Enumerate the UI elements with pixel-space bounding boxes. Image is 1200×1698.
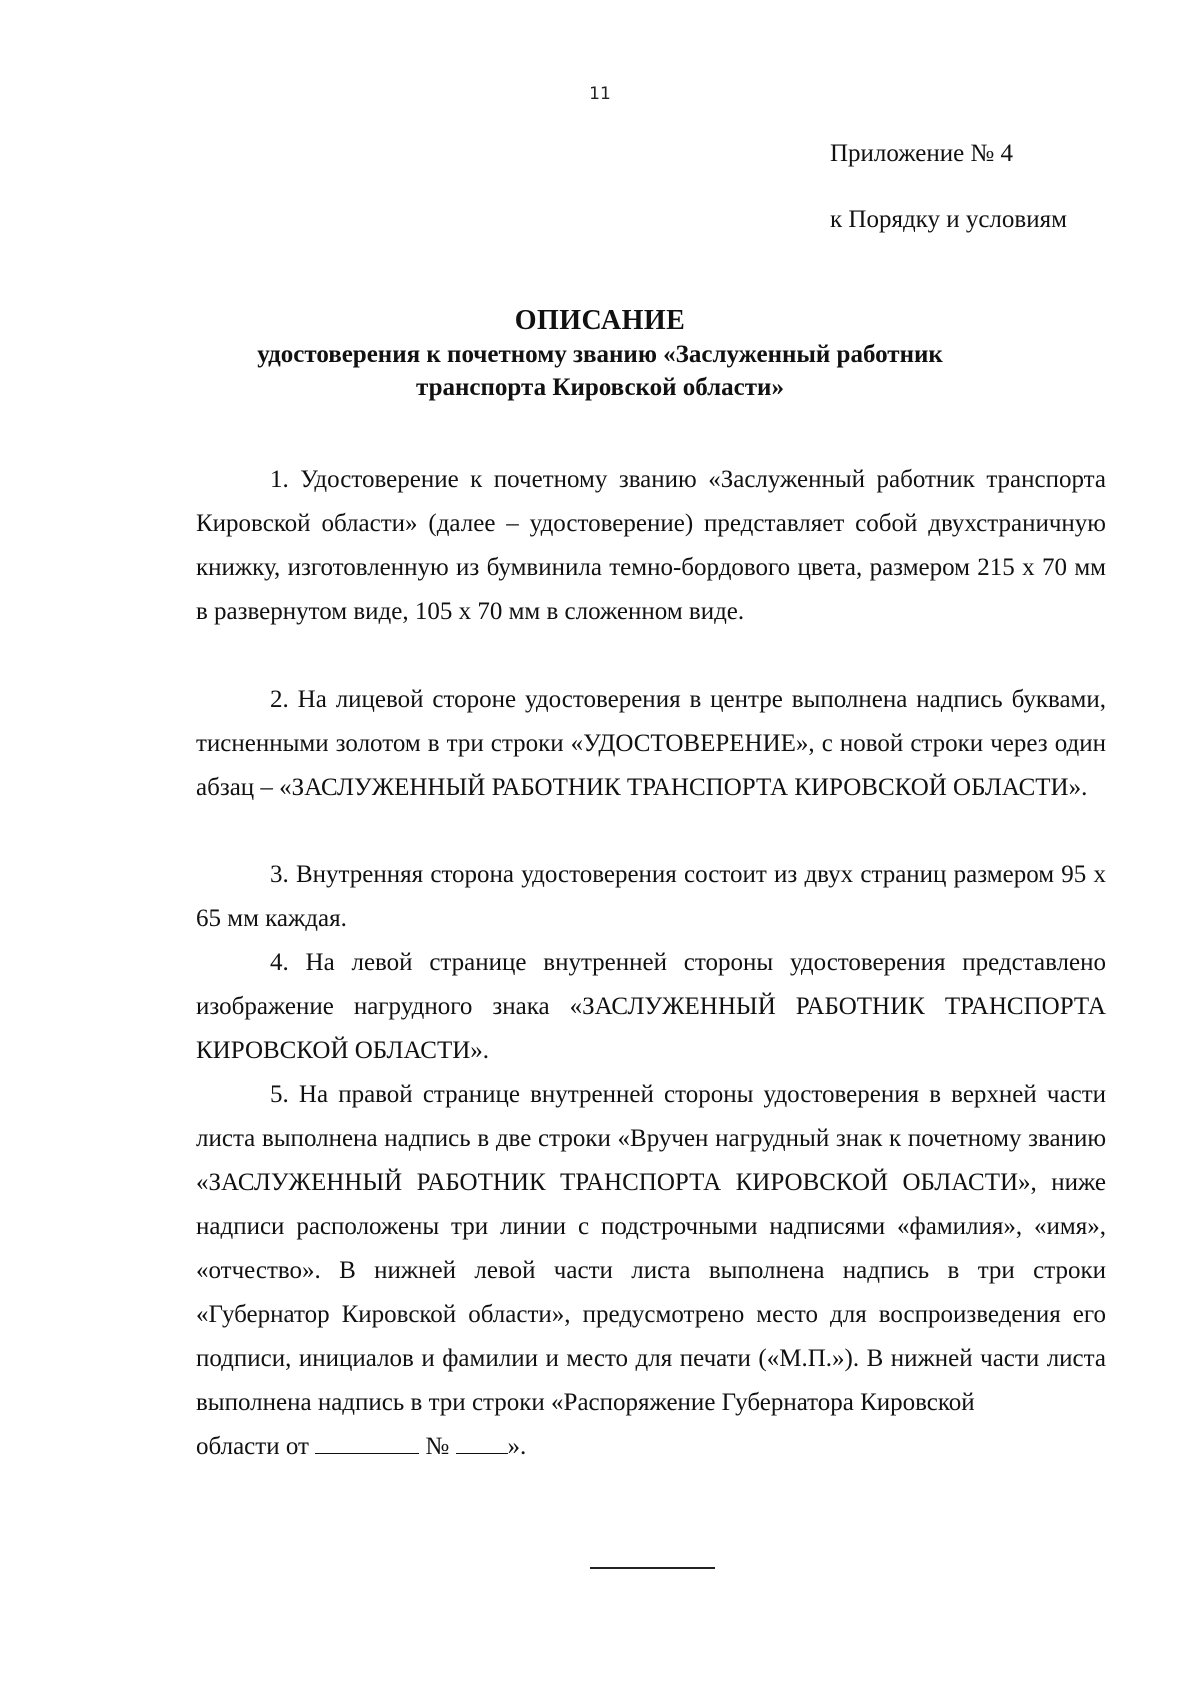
paragraph-1-block xyxy=(196,458,1106,634)
paragraph-5-last-line xyxy=(196,1425,1106,1469)
paragraph-3: 3. Внутренняя сторона удостоверения состоит из двух страниц размером 95 х 65 мм каждая. xyxy=(196,861,1106,932)
last-line-suffix: ». xyxy=(507,1433,527,1460)
paragraph-4: 4. На левой странице внутренней стороны удостоверения представлено изображение нагрудного знака «ЗАСЛУЖЕННЫЙ РАБОТНИК ТРАНСПОРТА КИРОВСКОЙ ОБЛАСТИ». xyxy=(196,949,1106,1064)
paragraph-2-block xyxy=(196,678,1106,810)
number-sign: № xyxy=(425,1433,450,1460)
document-subtitle-line-1: удостоверения к почетному званию «Заслуженный работник xyxy=(257,341,943,368)
paragraph-5-block xyxy=(196,1073,1106,1469)
appendix-number: Приложение № 4 xyxy=(830,140,1014,167)
document-title: ОПИСАНИЕ xyxy=(514,305,686,336)
number-blank-line xyxy=(456,1431,508,1454)
paragraph-1: 1. Удостоверение к почетному званию «Заслуженный работник транспорта Кировской области» (далее – удостоверение) представляет собой двухстраничную книжку, изготовленную из бумвинила темно-бордового цвета, размером 215 х 70 мм в развернутом виде, 105 х 70 мм в сложенном виде. xyxy=(196,466,1106,625)
closing-divider xyxy=(590,1567,715,1569)
appendix-reference: к Порядку и условиям xyxy=(830,206,1067,233)
page-number: 11 xyxy=(589,84,611,104)
paragraph-5: 5. На правой странице внутренней стороны удостоверения в верхней части листа выполнена надпись в две строки «Вручен нагрудный знак к почетному званию «ЗАСЛУЖЕННЫЙ РАБОТНИК ТРАНСПОРТА КИРОВСКОЙ ОБЛАСТИ», ниже надписи расположены три линии с подстрочными надписями «фамилия», «имя», «отчество». В нижней левой части листа выполнена надпись в три строки «Губернатор Кировской области», предусмотрено место для воспроизведения его подписи, инициалов и фамилии и место для печати («М.П.»). В нижней части листа выполнена надпись в три строки «Распоряжение Губернатора Кировской xyxy=(196,1081,1106,1416)
last-line-prefix: области от xyxy=(196,1433,309,1460)
paragraph-4-block xyxy=(196,941,1106,1073)
document-subtitle-line-2: транспорта Кировской области» xyxy=(416,374,784,401)
paragraph-3-block xyxy=(196,853,1106,941)
paragraph-2: 2. На лицевой стороне удостоверения в центре выполнена надпись буквами, тисненными золотом в три строки «УДОСТОВЕРЕНИЕ», с новой строки через один абзац – «ЗАСЛУЖЕННЫЙ РАБОТНИК ТРАНСПОРТА КИРОВСКОЙ ОБЛАСТИ». xyxy=(196,686,1106,801)
date-blank-line xyxy=(315,1431,419,1454)
